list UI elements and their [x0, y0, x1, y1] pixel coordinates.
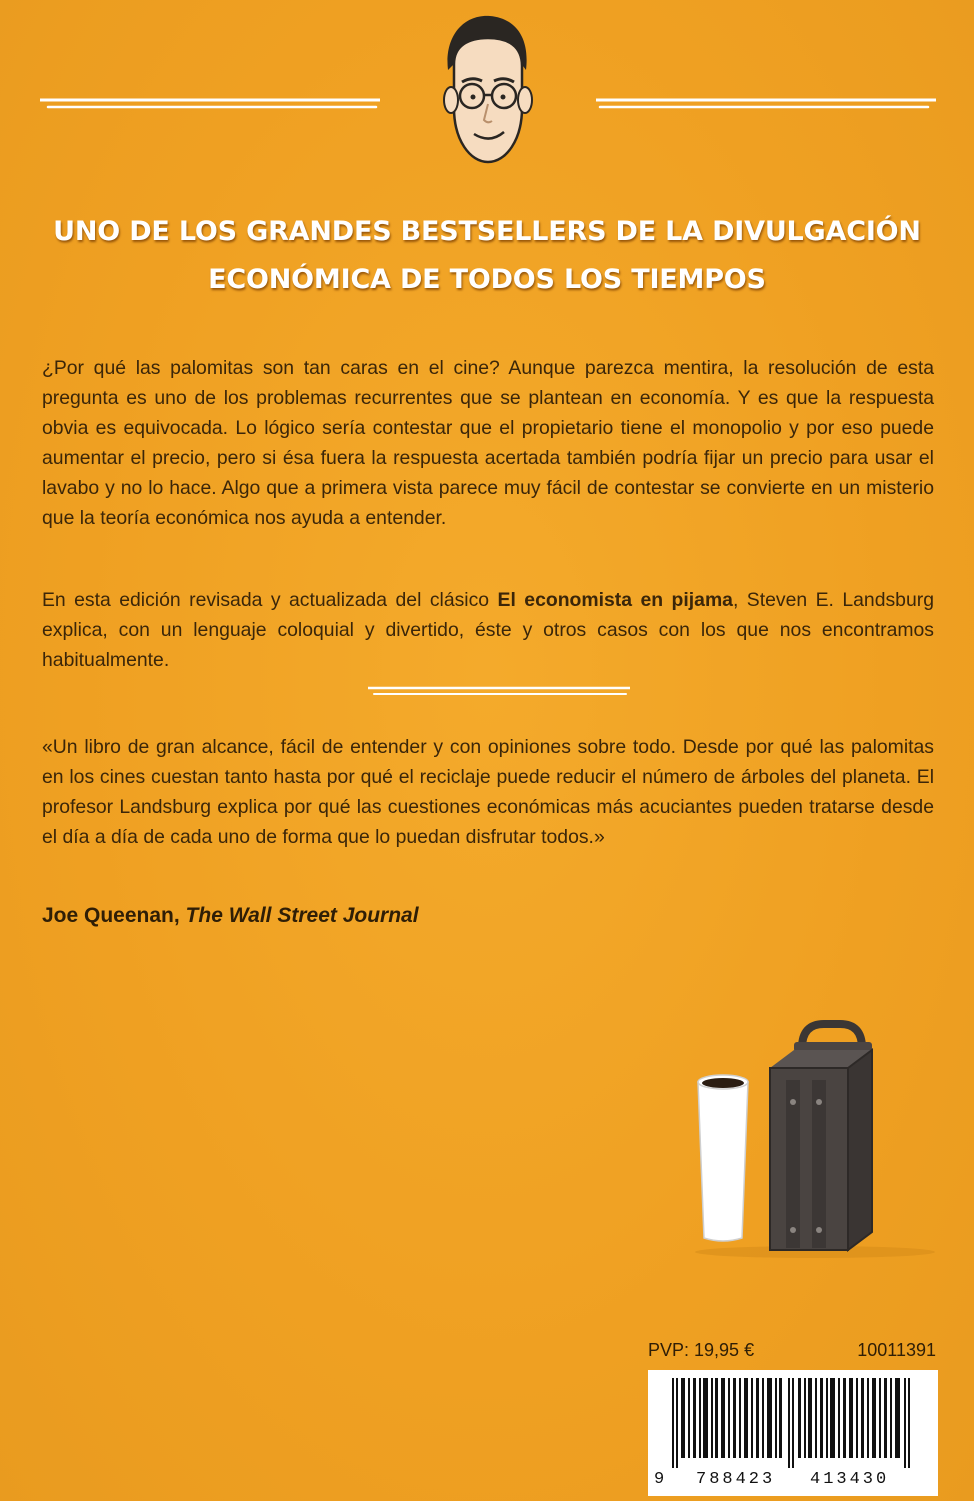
- caricature-face: [434, 8, 538, 168]
- header-line-left: [40, 96, 380, 112]
- product-code: 10011391: [857, 1340, 936, 1360]
- cup-and-briefcase-illustration: [690, 1020, 940, 1260]
- isbn-right-group: 413430: [810, 1470, 890, 1489]
- price-row: [648, 1340, 936, 1361]
- briefcase-icon: [770, 1024, 872, 1250]
- review-quote: «Un libro de gran alcance, fácil de entender y con opiniones sobre todo. Desde por qué las palomitas en los cines cuestan tanto hasta por qué el reciclaje puede reducir el número de árboles del planeta. El profesor Landsburg explica por qué las cuestiones económicas más acuciantes pueden tratarse desde el día a día de cada uno de forma que lo puedan disfrutar todos.»: [42, 736, 934, 848]
- book-title: El economista en pijama: [497, 589, 733, 611]
- edition-paragraph: [42, 585, 934, 675]
- isbn-digits: [648, 1470, 938, 1492]
- quote-author-name: Joe Queenan,: [42, 904, 186, 927]
- edition-text-before: En esta edición revisada y actualizada del clásico: [42, 589, 498, 611]
- barcode: [648, 1370, 938, 1496]
- barcode-icon: [658, 1378, 928, 1468]
- quote-attribution: [42, 904, 419, 928]
- coffee-cup-icon: [698, 1075, 748, 1241]
- isbn-first-digit: 9: [654, 1470, 665, 1489]
- headline: [20, 208, 954, 304]
- synopsis-paragraph: ¿Por qué las palomitas son tan caras en el cine? Aunque parezca mentira, la resolución de esta pregunta es uno de los problemas recurrentes que se plantean en economía. Y es que la respuesta obvia es equivocada. Lo lógico sería contestar que el propietario tiene el monopolio y por eso puede aumentar el precio, pero si ésa fuera la respuesta acertada también podría fijar un precio para usar el lavabo y no lo hace. Algo que a primera vista parece muy fácil de contestar se convierte en un misterio que la teoría económica nos ayuda a entender.: [42, 357, 934, 529]
- header-line-right: [596, 96, 936, 112]
- edition-text-after: , Steven E. Landsburg explica, con un lenguaje coloquial y divertido, éste y otros casos con los que nos encontramos habitualmente.: [42, 589, 934, 671]
- headline-line-1: UNO DE LOS GRANDES BESTSELLERS DE LA DIVULGACIÓN: [53, 216, 921, 247]
- isbn-left-group: 788423: [696, 1470, 776, 1489]
- headline-line-2: ECONÓMICA DE TODOS LOS TIEMPOS: [208, 264, 766, 295]
- quote-source: The Wall Street Journal: [185, 904, 419, 927]
- section-divider: [368, 684, 630, 698]
- price-label: PVP: 19,95 €: [648, 1340, 755, 1360]
